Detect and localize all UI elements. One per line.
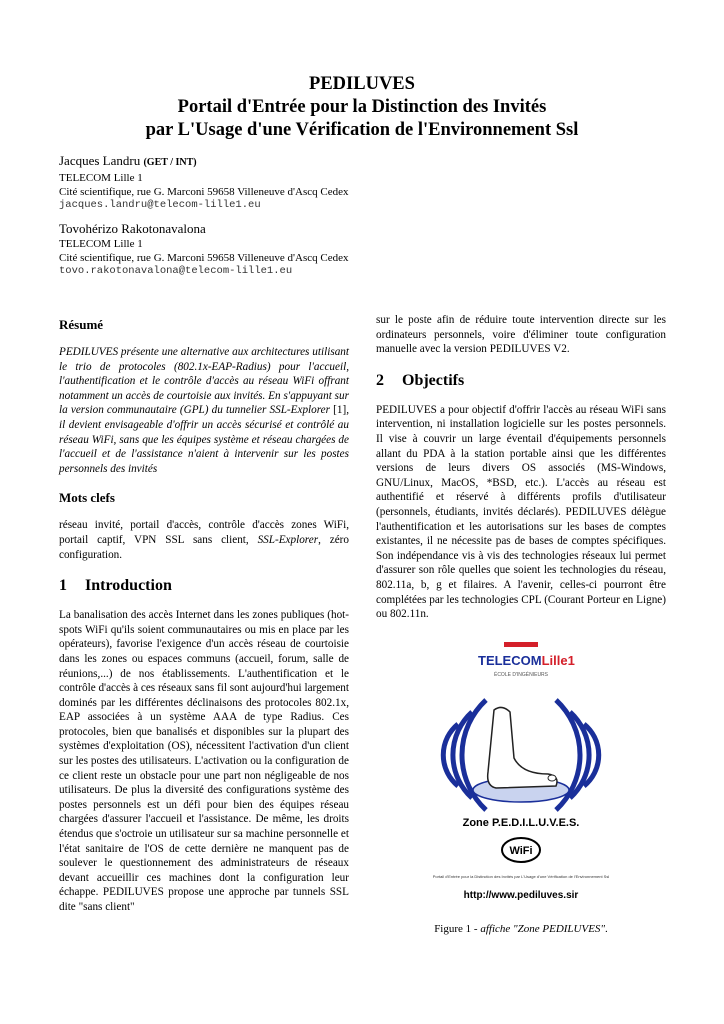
logo-lille1-text: Lille1 <box>541 652 575 668</box>
logo-subtitle: ÉCOLE D'INGÉNIEURS <box>493 671 549 678</box>
author-2-address: Cité scientifique, rue G. Marconi 59658 Villeneuve d'Ascq Cedex <box>59 252 349 264</box>
title-line-2: Portail d'Entrée pour la Distinction des Invités <box>177 97 547 117</box>
figure-poster <box>376 640 666 910</box>
authors-block <box>59 153 459 287</box>
foot-icon <box>473 707 569 802</box>
objectifs-heading <box>376 371 666 391</box>
objectifs-title: Objectifs <box>402 371 465 389</box>
poster-url: http://www.pediluves.sir <box>463 889 579 901</box>
wifi-logo-icon <box>502 838 540 862</box>
intro-number: 1 <box>59 577 67 595</box>
poster-graphic <box>376 640 666 910</box>
zone-label: Zone P.E.D.I.L.U.V.E.S. <box>462 816 580 829</box>
author-2-email[interactable]: tovo.rakotonavalona@telecom-lille1.eu <box>59 265 293 277</box>
author-2-name: Tovohérizo Rakotonavalona <box>59 221 206 236</box>
objectifs-number: 2 <box>376 371 384 389</box>
reference-link[interactable]: [1] <box>333 404 347 417</box>
logo-mark <box>504 642 538 647</box>
intro-text: La banalisation des accès Internet dans les zones publiques (hot-spots WiFi qu'ils soient communautaires ou mis en place par les opérateurs), favorise l'exigence d'un accès réseau de courtoisie dans les zones ou espaces communs (accueil, forum, salle de réunions,...) de nos établissements. L'authentification et le contrôle d'accès à ces réseaux sans fil sont aujourd'hui largement dominés par les différentes déclinaisons des protocoles 802.1x, EAP associées à un système AAA de type Radius. Ces protocoles, bien que banalisés et disponibles sur la plupart des systèmes d'exploitation (OS), nécessitent l'activation d'un client sur les postes des utilisateurs. L'activation ou la configuration de ce client reste un obstacle pour une part non négligeable de nos utilisateurs. De plus la diversité des configurations système des postes personnels est un défi pour bien des équipes réseau chargées d'assurer l'accueil et l'assistance. De même, les droits étendus que s'octroie un utilisateur sur sa machine personnelle et l'état sanitaire de l'OS de cette dernière ne manquent pas de soulever le questionnement des administrateurs de réseaux devant accueillir ces machines dont la configuration leur échappe. PEDILUVES propose une approche par tunnels SSL dite "sans client" <box>59 609 349 913</box>
intro-title: Introduction <box>85 577 172 595</box>
continued-text: sur le poste afin de réduire toute intervention directe sur les ordinateurs personnels, voire d'éliminer toute configuration manuelle avec la version PEDILUVES V2. <box>376 314 666 356</box>
telecom-lille1-logo <box>478 642 575 678</box>
svg-text:TELECOMLille1 <box>478 653 575 668</box>
author-2 <box>59 221 459 278</box>
svg-text:WiFi: WiFi <box>509 844 533 857</box>
objectifs-text: PEDILUVES a pour objectif d'offrir l'accès au réseau WiFi sans intervention, ni installation logicielle sur les postes personnels. Il vise à couvrir un large éventail d'équipements personnels allant du PDA à la station portable ainsi que les différentes versions de leurs divers OS associés (MS-Windows, GNU/Linux, MacOS, *BSD, etc.). L'accès au réseau est authentifié et réservé à différents profils d'utilisateur (personnels, étudiants, invités déclarés). PEDILUVES délègue l'authentification et les autorisations sur les bases de comptes existantes, il ne nécessite pas de bases de comptes spécifiques. Son indépendance vis à vis des technologies réseaux lui permet d'assurer son rôle quelles que soient les technologies du réseau, 802.11a, b, g et filaires. A l'avenir, celles-ci pourront être complétées par les technologies CPL (Courant Porteur en Ligne) ou 802.11n. <box>376 403 666 621</box>
author-1-address: Cité scientifique, rue G. Marconi 59658 Villeneuve d'Ascq Cedex <box>59 186 349 198</box>
paper-title <box>40 73 684 142</box>
logo-telecom-text: TELECOM <box>478 652 542 668</box>
resume-heading: Résumé <box>59 317 104 332</box>
author-1-name: Jacques Landru <box>59 153 141 168</box>
author-1-email[interactable]: jacques.landru@telecom-lille1.eu <box>59 199 261 211</box>
figure-caption: Figure 1 - affiche "Zone PEDILUVES". <box>434 922 608 935</box>
right-column <box>376 313 666 936</box>
author-2-affiliation: TELECOM Lille 1 <box>59 238 143 250</box>
title-line-3: par L'Usage d'une Vérification de l'Environnement Ssl <box>145 120 579 140</box>
author-1-org: (GET / INT) <box>143 157 197 168</box>
left-column <box>59 313 349 929</box>
keywords-heading: Mots clefs <box>59 490 115 506</box>
author-1 <box>59 153 459 212</box>
poster-small-text: Portail d'Entrée pour la Distinction des Invités par L'Usage d'une Vérification de l'Environnement Ssl <box>432 873 610 879</box>
title-line-1: PEDILUVES <box>309 74 415 94</box>
author-1-affiliation: TELECOM Lille 1 <box>59 172 143 184</box>
resume-text: PEDILUVES présente une alternative aux architectures utilisant le trio de protocoles (802.1x-EAP-Radius) pour l'accueil, l'authentification et le contrôle d'accès au réseau WiFi offrant notamment un accès de courtoisie aux invités. En s'appuyant sur la version communautaire (GPL) du tunnelier SSL-Explorer [1], il devient envisageable d'offrir un accès sécurisé et contrôlé au réseau WiFi, sans que les équipes système et réseau chargées de l'accueil et de l'assistance n'aient à intervenir sur les postes personnels des invités <box>59 346 349 475</box>
intro-heading <box>59 576 349 596</box>
keywords-text: réseau invité, portail d'accès, contrôle d'accès zones WiFi, portail captif, VPN SSL sans client, SSL-Explorer, zéro configuration. <box>59 519 349 561</box>
